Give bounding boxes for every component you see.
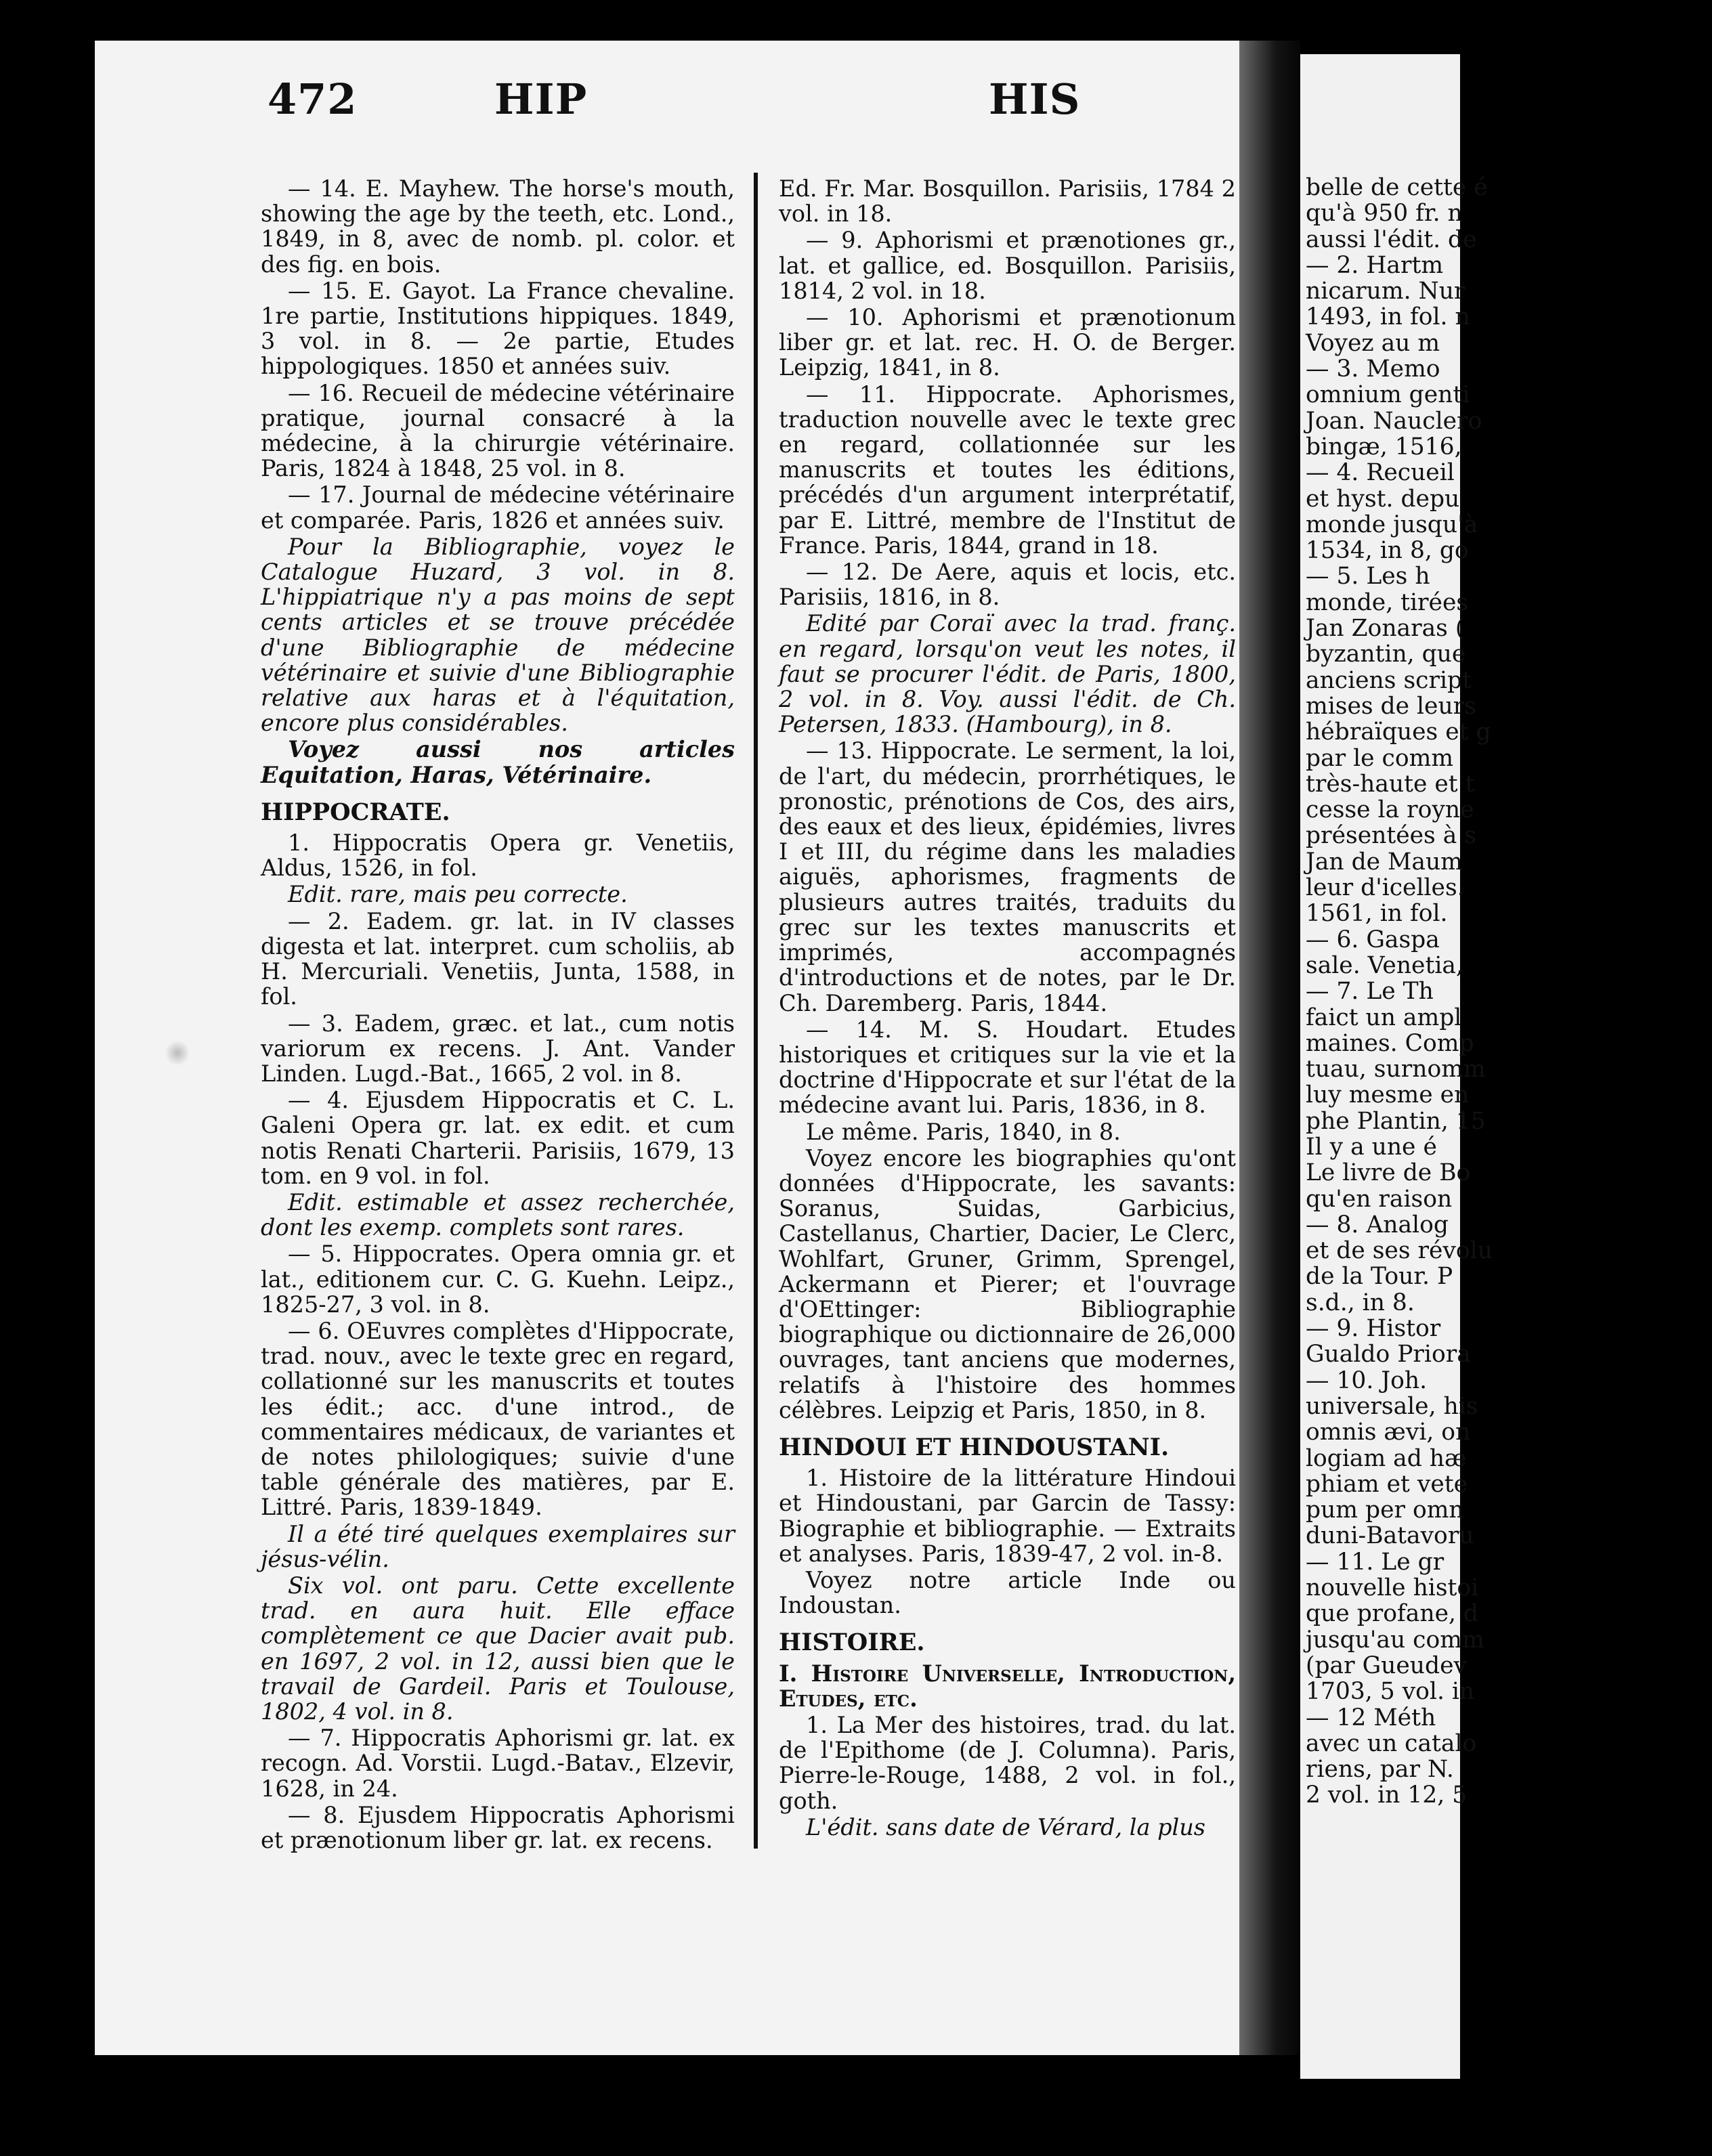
paragraph: — 16. Recueil de médecine vétérinaire pratique, journal consacré à la médecine, à la chirurgie vétérinaire. Paris, 1824 à 1848, 25 vol. in 8. [261,379,735,482]
book-gutter-shadow [1239,41,1300,2055]
fragment-line: omnium genti [1306,381,1470,409]
paragraph: — 15. E. Gayot. La France chevaline. 1re partie, Institutions hippiques. 1849, 3 vol. in 8. — 2e partie, Etudes hippologiques. 1850 et années suiv. [261,277,735,380]
fragment-line: — 5. Les h [1306,563,1430,590]
paragraph: — 14. E. Mayhew. The horse's mouth, showing the age by the teeth, etc. Lond., 1849, in 8, avec de nomb. pl. color. et des fig. en bois. [261,175,735,278]
fragment-line: faict un ampl [1306,1004,1462,1031]
fragment-line: logiam ad hæ [1306,1444,1467,1472]
paragraph: 1. La Mer des histoires, trad. du lat. de l'Epithome (de J. Columna). Paris, Pierre-le-Rouge, 1488, 2 vol. in fol., goth. [779,1711,1236,1814]
fragment-line: — 3. Memo [1306,355,1440,383]
paragraph: — 6. OEuvres complètes d'Hippocrate, trad. nouv., avec le texte grec en regard, collationné sur les manuscrits et toutes les édit.; acc. d'une introd., de commentaires médicaux, de variantes et de notes philologiques; suivie d'une table générale des matières, par E. Littré. Paris, 1839-1849. [261,1317,735,1521]
fragment-line: 1703, 5 vol. in [1306,1678,1475,1706]
fragment-line: omnis ævi, on [1306,1419,1471,1446]
fragment-line: pum per omn [1306,1496,1464,1524]
fragment-line: belle de cette é [1306,174,1488,201]
fragment-line: monde jusqu'à [1306,511,1478,538]
paragraph: Six vol. ont paru. Cette excellente trad. en aura huit. Elle efface complètement ce que Dacier avait pub. en 1697, 2 vol. in 12, aussi bien que le travail de Gardeil. Paris et Toulouse, 1802, 4 vol. in 8. [261,1572,735,1725]
fragment-line: duni-Batavoru [1306,1522,1474,1550]
fragment-line: cesse la royne [1306,796,1474,824]
right-text-column [779,176,1236,1841]
paragraph: — 2. Eadem. gr. lat. in IV classes digesta et lat. interpret. cum scholiis, ab H. Mercuriali. Venetiis, Junta, 1588, in fol. [261,907,735,1010]
fragment-line: phe Plantin, 15 [1306,1107,1486,1135]
next-page-column [1306,175,1712,1809]
ink-stain [166,1039,189,1066]
fragment-line: 1561, in fol. [1306,900,1448,928]
paragraph: — 11. Hippocrate. Aphorismes, traduction nouvelle avec le texte grec en regard, collationnée sur les manuscrits et toutes les éditions, précédés d'un argument interprétatif, par E. Littré, membre de l'Institut de France. Paris, 1844, grand in 18. [779,381,1236,559]
fragment-line: et de ses révolu [1306,1237,1493,1265]
fragment-line: — 9. Histor [1306,1315,1441,1343]
fragment-line: hébraïques et g [1306,718,1491,746]
paragraph: — 10. Aphorismi et prænotionum liber gr. et lat. rec. H. O. de Berger. Leipzig, 1841, in 8. [779,304,1236,381]
fragment-line: byzantin, que [1306,641,1466,668]
fragment-line: phiam et vete [1306,1470,1468,1498]
fragment-line: — 11. Le gr [1306,1548,1444,1576]
paragraph: Ed. Fr. Mar. Bosquillon. Parisiis, 1784 2 vol. in 18. [779,175,1236,228]
fragment-line: leur d'icelles. [1306,874,1465,902]
fragment-line: sale. Venetia, [1306,951,1463,979]
page-number: 472 [268,74,358,124]
fragment-line: Voyez au m [1306,329,1440,357]
fragment-line: luy mesme en [1306,1081,1470,1109]
section-heading: HIPPOCRATE. [261,798,450,826]
next-page-edge [1300,54,1493,2079]
paragraph: — 8. Ejusdem Hippocratis Aphorismi et prænotionum liber gr. lat. ex recens. [261,1801,735,1853]
fragment-line: présentées à s [1306,822,1476,850]
paragraph: 1. Histoire de la littérature Hindoui et Hindoustani, par Garcin de Tassy: Biographie et bibliographie. — Extraits et analyses. Paris, 1839-47, 2 vol. in-8. [779,1465,1236,1567]
fragment-line: Gualdo Priora [1306,1341,1471,1368]
fragment-line: de la Tour. P [1306,1263,1453,1291]
paragraph: Edité par Coraï avec la trad. franç. en regard, lorsqu'on veut les notes, il faut se procurer l'édit. de Paris, 1800, 2 vol. in 8. Voy. aussi l'édit. de Ch. Petersen, 1833. (Hambourg), in 8. [779,610,1236,738]
fragment-line: Le livre de Bo [1306,1159,1471,1187]
fragment-line: 2 vol. in 12, 5 [1306,1782,1468,1809]
fragment-line: Jan Zonaras ( [1306,615,1465,643]
running-head-left: HIP [494,74,588,124]
fragment-line: Il y a une é [1306,1133,1437,1161]
paragraph: — 5. Hippocrates. Opera omnia gr. et lat., editionem cur. C. G. Kuehn. Leipz., 1825-27, 3 vol. in 8. [261,1241,735,1318]
paragraph: Voyez encore les biographies qu'ont données d'Hippocrate, les savants: Soranus, Suidas, Garbicius, Castellanus, Chartier, Dacier, Le Clerc, Wohlfart, Gruner, Grimm, Sprengel, Ackermann et Pierer; et l'ouvrage d'OEttinger: Bibliographie biographique ou dictionnaire de 26,000 ouvrages, tant anciens que modernes, relatifs à l'histoire des hommes célèbres. Leipzig et Paris, 1850, in 8. [779,1144,1236,1423]
fragment-line: qu'à 950 fr. n [1306,200,1463,228]
fragment-line: nicarum. Nur [1306,278,1465,305]
running-head-right: HIS [989,74,1081,124]
fragment-line: — 7. Le Th [1306,978,1434,1006]
fragment-line: monde, tirées [1306,588,1469,616]
fragment-line: — 10. Joh. [1306,1366,1428,1394]
fragment-line: et hyst. depu [1306,485,1460,513]
fragment-line: universale, his [1306,1392,1478,1420]
fragment-line: avec un catalo [1306,1729,1477,1757]
section-heading: HISTOIRE. [779,1629,925,1657]
paragraph: — 3. Eadem, græc. et lat., cum notis variorum ex recens. J. Ant. Vander Linden. Lugd.-Bat., 1665, 2 vol. in 8. [261,1010,735,1087]
paragraph: — 4. Ejusdem Hippocratis et C. L. Galeni Opera gr. lat. ex edit. et cum notis Renati Charterii. Parisiis, 1679, 13 tom. en 9 vol. in fol. [261,1087,735,1189]
paragraph: — 12. De Aere, aquis et locis, etc. Parisiis, 1816, in 8. [779,559,1236,611]
fragment-line: tuau, surnomm [1306,1056,1486,1083]
paragraph: Le même. Paris, 1840, in 8. [806,1118,1121,1145]
paragraph: — 17. Journal de médecine vétérinaire et comparée. Paris, 1826 et années suiv. [261,481,735,534]
fragment-line: jusqu'au comm [1306,1626,1484,1654]
paragraph: — 14. M. S. Houdart. Etudes historiques et critiques sur la vie et la doctrine d'Hippocrate et sur l'état de la médecine avant lui. Paris, 1836, in 8. [779,1016,1236,1119]
fragment-line: que profane, d [1306,1600,1479,1628]
paragraph: L'édit. sans date de Vérard, la plus [806,1813,1205,1840]
fragment-line: — 12 Méth [1306,1704,1436,1731]
paragraph: — 9. Aphorismi et prænotiones gr., lat. et gallice, ed. Bosquillon. Parisiis, 1814, 2 vol. in 18. [779,227,1236,304]
fragment-line: anciens script [1306,666,1472,694]
fragment-line: — 4. Recueil [1306,459,1455,487]
fragment-line: très-haute et t [1306,770,1475,798]
paragraph: Voyez aussi nos articles Equitation, Haras, Vétérinaire. [261,736,735,788]
fragment-line: nouvelle histoi [1306,1574,1479,1602]
paragraph: — 13. Hippocrate. Le serment, la loi, de l'art, du médecin, prorrhétiques, le pronostic, prénotions de Cos, des airs, des eaux et des lieux, épidémies, livres I et III, du régime dans les maladies aiguës, aphorismes, fragments de plusieurs autres traités, traduits du grec sur les textes manuscrits et imprimés, accompagnés d'introductions et de notes, par le Dr. Ch. Daremberg. Paris, 1844. [779,737,1236,1016]
fragment-line: Jan de Maum [1306,848,1463,876]
paragraph: Edit. rare, mais peu correcte. [288,881,628,908]
fragment-line: 1534, in 8, go [1306,537,1469,565]
paragraph: Pour la Bibliographie, voyez le Catalogue Huzard, 3 vol. in 8. L'hippiatrique n'y a pas moins de sept cents articles et se trouve précédée d'une Bibliographie de médecine vétérinaire et suivie d'une Bibliographie relative aux haras et à l'équitation, encore plus considérables. [261,533,735,737]
fragment-line: — 6. Gaspa [1306,926,1440,953]
fragment-line: — 8. Analog [1306,1211,1449,1238]
paragraph: Edit. estimable et assez recherchée, dont les exemp. complets sont rares. [261,1188,735,1241]
paragraph: Voyez notre article Inde ou Indoustan. [779,1566,1236,1619]
left-text-column [261,176,735,1854]
fragment-line: aussi l'édit. de [1306,225,1477,253]
section-heading: HINDOUI ET HINDOUSTANI. [779,1433,1170,1461]
fragment-line: maines. Comp [1306,1029,1474,1057]
paragraph: Il a été tiré quelques exemplaires sur jésus-vélin. [261,1520,735,1572]
fragment-line: par le comm [1306,744,1454,772]
fragment-line: s.d., in 8. [1306,1289,1415,1316]
column-divider [754,173,758,1849]
fragment-line: qu'en raison [1306,1185,1453,1213]
fragment-line: (par Gueudev [1306,1652,1467,1679]
subsection-heading: I. Histoire Universelle, Introduction, Etudes, etc. [779,1660,1236,1712]
paragraph: 1. Hippocratis Opera gr. Venetiis, Aldus, 1526, in fol. [261,829,735,882]
fragment-line: bingæ, 1516, [1306,433,1462,460]
fragment-line: riens, par N. [1306,1756,1454,1784]
paragraph: — 7. Hippocratis Aphorismi gr. lat. ex recogn. Ad. Vorstii. Lugd.-Batav., Elzevir, 1628, in 24. [261,1725,735,1802]
fragment-line: Joan. Nauclero [1306,407,1482,435]
fragment-line: 1493, in fol. n [1306,303,1470,331]
fragment-line: — 2. Hartm [1306,251,1444,279]
fragment-line: mises de leurs [1306,692,1476,720]
